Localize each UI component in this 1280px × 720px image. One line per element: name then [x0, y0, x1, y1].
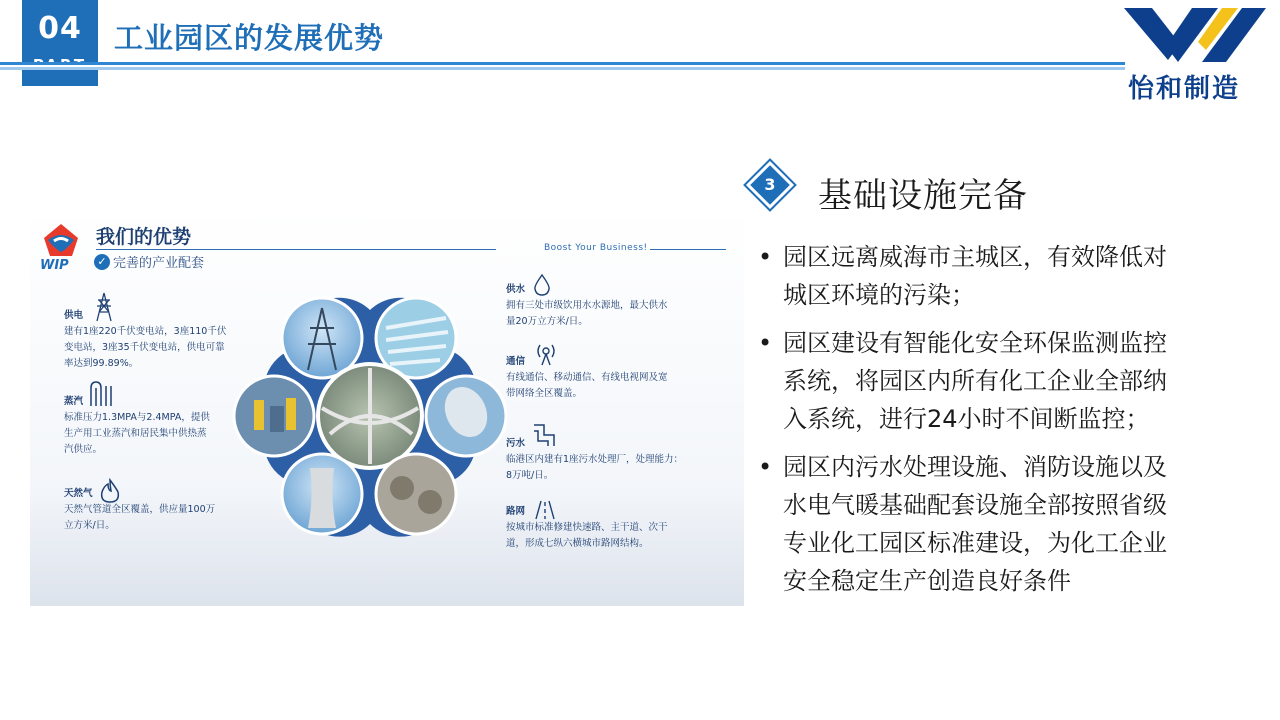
- item-gas-label: 天然气: [64, 488, 93, 499]
- sewage-plant-photo: [376, 454, 456, 534]
- item-water: [506, 282, 668, 330]
- item-telecom-desc-1: 有线通信、移动通信、有线电视网及宽: [506, 372, 668, 383]
- item-power-desc-3: 率达到99.89%。: [64, 358, 139, 369]
- item-steam: [64, 394, 210, 458]
- infographic-subtitle-text: 完善的产业配套: [113, 256, 205, 271]
- bullet-line: 园区建设有智能化安全环保监测监控: [783, 329, 1167, 357]
- item-water-label: 供水: [506, 284, 526, 295]
- item-power-label: 供电: [64, 310, 84, 321]
- item-steam-label: 蒸汽: [64, 396, 84, 407]
- item-roads-desc-2: 道，形成七纵六横城市路网结构。: [506, 538, 649, 549]
- bullet-line: 水电气暖基础配套设施全部按照省级: [783, 491, 1167, 519]
- item-steam-desc-2: 生产用工业蒸汽和居民集中供热蒸: [64, 428, 207, 439]
- infographic-divider-right: [650, 249, 726, 250]
- wip-logo-text: WIP: [40, 258, 69, 273]
- header-divider: [0, 62, 1125, 70]
- item-water-desc-2: 量20万立方米/日。: [506, 316, 588, 327]
- item-water-desc-1: 拥有三处市级饮用水水源地，最大供水: [506, 300, 668, 311]
- item-sewage-desc-1: 临港区内建有1座污水处理厂，处理能力：: [506, 454, 684, 465]
- bullet-list: [756, 238, 1226, 610]
- item-gas: [64, 486, 215, 534]
- item-roads: [506, 504, 668, 552]
- infographic-divider-left: [96, 249, 496, 250]
- part-number: 04: [38, 11, 82, 46]
- section-number: 3: [764, 175, 776, 194]
- item-steam-desc-3: 汽供应。: [64, 444, 103, 455]
- bullet-line: 安全稳定生产创造良好条件: [783, 567, 1071, 595]
- bullet-item: [756, 324, 1226, 438]
- item-telecom-desc-2: 带网络全区覆盖。: [506, 388, 583, 399]
- section-title: 基础设施完备: [818, 176, 1028, 216]
- check-icon: ✓: [94, 254, 110, 270]
- infrastructure-infographic: [30, 208, 744, 606]
- bullet-marker: •: [758, 329, 773, 357]
- bullet-line: 系统，将园区内所有化工企业全部纳: [783, 367, 1167, 395]
- bullet-item: [756, 448, 1226, 600]
- item-power: [64, 308, 226, 372]
- item-roads-label: 路网: [506, 506, 526, 517]
- satellite-dish-photo: [426, 376, 506, 456]
- item-telecom: [506, 354, 668, 402]
- item-power-desc-1: 建有1座220千伏变电站，3座110千伏: [64, 326, 227, 337]
- item-telecom-label: 通信: [506, 356, 526, 367]
- bullet-item: [756, 238, 1226, 314]
- item-gas-desc-2: 立方米/日。: [64, 520, 115, 531]
- infographic-title: 我们的优势: [96, 226, 192, 248]
- bullet-marker: •: [758, 453, 773, 481]
- part-badge: [22, 0, 98, 86]
- cooling-tower-photo: [282, 454, 362, 534]
- infographic-subtitle: [94, 252, 204, 271]
- item-power-desc-2: 变电站，3座35千伏变电站，供电可靠: [64, 342, 225, 353]
- bullet-line: 城区环境的污染；: [783, 281, 975, 309]
- bullet-line: 入系统，进行24小时不间断监控；: [783, 405, 1150, 433]
- item-sewage-label: 污水: [506, 438, 526, 449]
- infographic-tagline: Boost Your Business!: [544, 243, 648, 253]
- steam-plant-photo: [234, 376, 314, 456]
- company-logo-text: 怡和制造: [1128, 74, 1241, 104]
- item-gas-desc-1: 天然气管道全区覆盖，供应量100万: [64, 504, 216, 515]
- bullet-line: 园区远离威海市主城区，有效降低对: [783, 243, 1167, 271]
- item-sewage: [506, 436, 683, 484]
- page-title: 工业园区的发展优势: [114, 21, 385, 55]
- bullet-marker: •: [758, 243, 773, 271]
- item-steam-desc-1: 标准压力1.3MPA与2.4MPA，提供: [64, 412, 210, 423]
- highway-photo: [318, 364, 422, 468]
- bullet-line: 专业化工园区标准建设，为化工企业: [783, 529, 1167, 557]
- item-roads-desc-1: 按城市标准修建快速路、主干道、次干: [506, 522, 668, 533]
- item-sewage-desc-2: 8万吨/日。: [506, 470, 554, 481]
- infrastructure-photo-cluster: [230, 288, 510, 548]
- bullet-line: 园区内污水处理设施、消防设施以及: [783, 453, 1167, 481]
